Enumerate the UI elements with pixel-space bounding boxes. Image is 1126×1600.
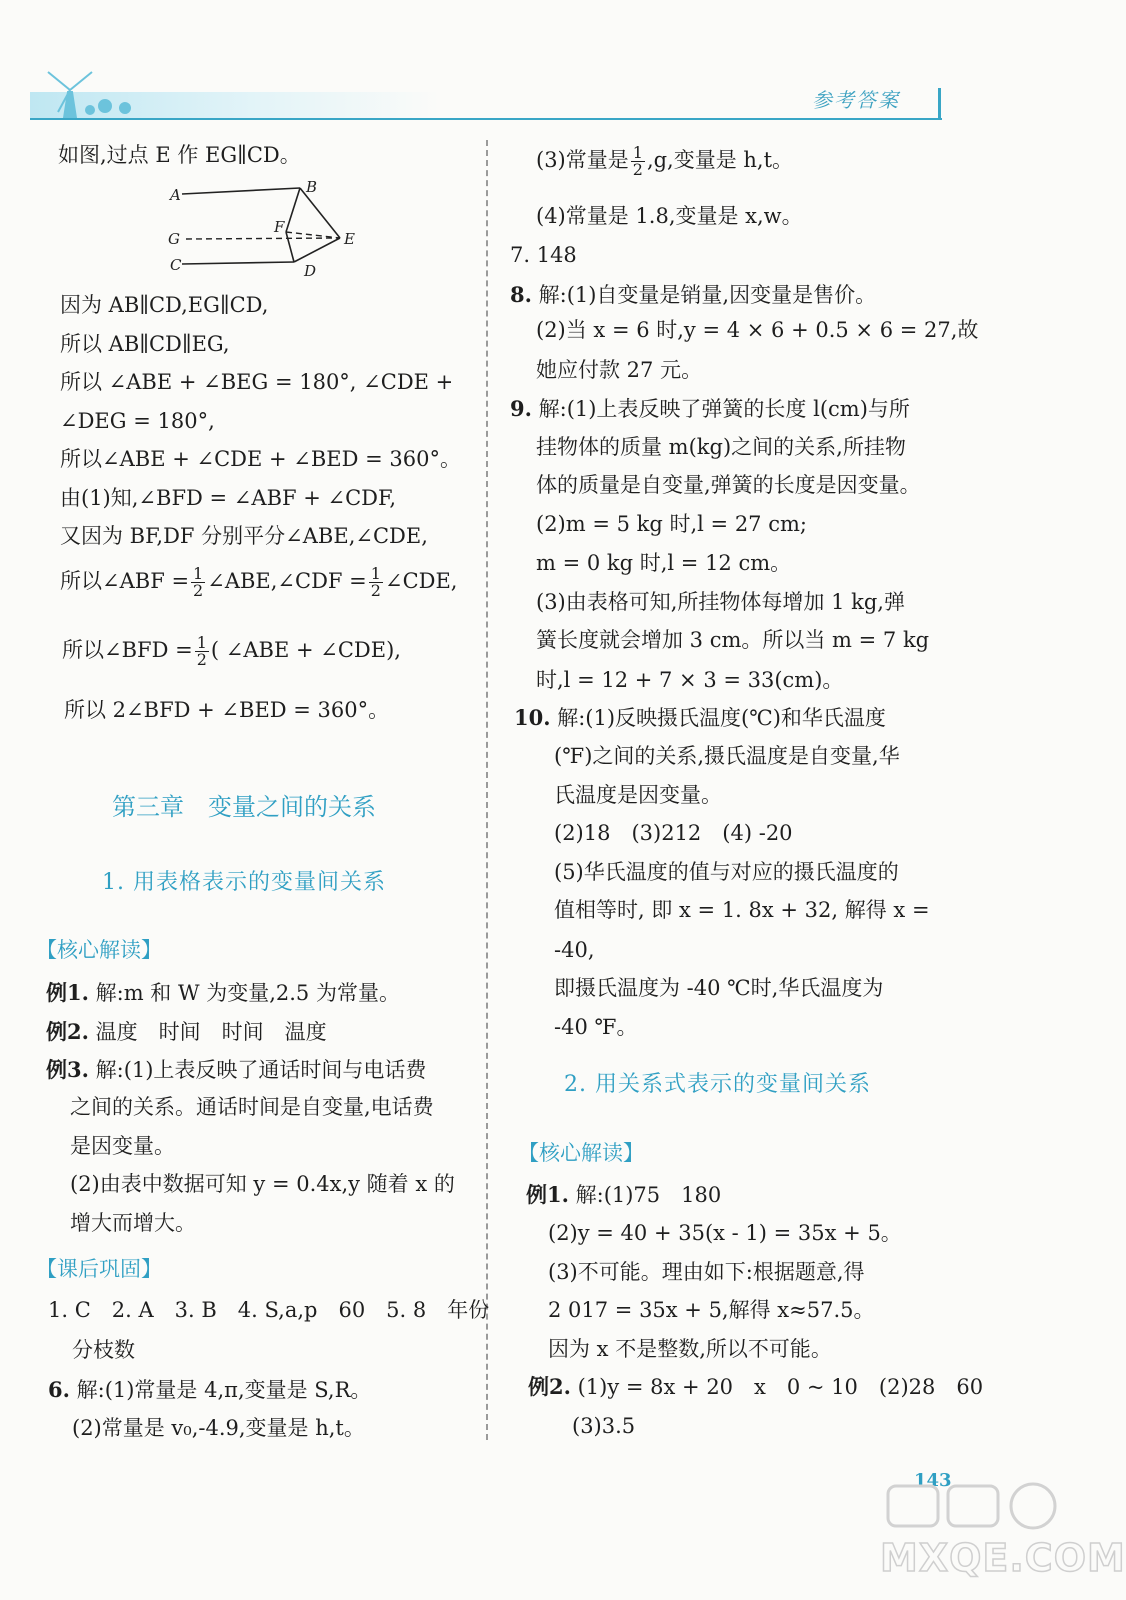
example2-1-line-3: (3)不可能。理由如下:根据题意,得 (548, 1260, 865, 1284)
left-line-2: 因为 AB∥CD,EG∥CD, (60, 293, 269, 317)
example-2: 例2. 温度 时间 时间 温度 (46, 1019, 327, 1044)
answer-10-line-4: (2)18 (3)212 (4) -20 (554, 821, 793, 845)
left-line-9-a: 所以∠ABF = (60, 569, 190, 593)
label-a: A (170, 186, 181, 204)
fraction-half: $\frac{1}{2}$ (632, 143, 643, 179)
left-line-11: 所以 2∠BFD + ∠BED = 360°。 (64, 698, 390, 722)
example2-1-line-4: 2 017 = 35x + 5,解得 x≈57.5。 (548, 1298, 875, 1322)
answer-10-line-5: (5)华氏温度的值与对应的摄氏温度的 (554, 860, 899, 884)
label-b: B (306, 178, 318, 196)
watermark-text: MXQE.COM (880, 1536, 1126, 1580)
answer-10-line-6: 值相等时, 即 x = 1. 8x + 32, 解得 x = (554, 898, 930, 922)
left-line-8: 又因为 BF,DF 分别平分∠ABE,∠CDE, (60, 524, 428, 548)
answer-9-line-3: 体的质量是自变量,弹簧的长度是因变量。 (536, 473, 921, 497)
answer-10-line-7: -40, (554, 938, 595, 962)
left-line-5: ∠DEG = 180°, (60, 409, 215, 433)
core-reading-heading-1: 【核心解读】 (36, 938, 162, 962)
left-line-6: 所以∠ABE + ∠CDE + ∠BED = 360°。 (60, 447, 461, 471)
geometry-diagram (160, 172, 370, 282)
example-3-line-4: (2)由表中数据可知 y = 0.4x,y 随着 x 的 (70, 1172, 455, 1196)
core-reading-heading-2: 【核心解读】 (518, 1141, 644, 1165)
section-title-1: 1. 用表格表示的变量间关系 (102, 870, 386, 895)
page-number: 143 (914, 1470, 952, 1491)
answer-7: 7. 148 (510, 243, 577, 267)
answer-6-line-2: (2)常量是 v₀,-4.9,变量是 h,t。 (72, 1416, 365, 1440)
label-e: E (344, 230, 355, 248)
left-line-10 (62, 635, 401, 668)
header-band (30, 92, 940, 118)
answer-8-line-2: (2)当 x = 6 时,y = 4 × 6 + 0.5 × 6 = 27,故 (536, 318, 979, 342)
answers-5-cont: 分枝数 (72, 1338, 135, 1362)
left-line-10-b: ( ∠ABE + ∠CDE), (210, 638, 401, 662)
left-line-9-b: ∠ABE,∠CDF = (207, 569, 367, 593)
column-divider (486, 140, 488, 1440)
answer-9-line-7: 簧长度就会增加 3 cm。所以当 m = 7 kg (536, 628, 930, 652)
section-title-2: 2. 用关系式表示的变量间关系 (564, 1072, 871, 1097)
header-label: 参考答案 (812, 88, 900, 112)
label-f: F (274, 218, 285, 236)
answer-9: 9. 解:(1)上表反映了弹簧的长度 l(cm)与所 (510, 396, 910, 421)
windmill-icon (30, 60, 150, 120)
answer-10-line-3: 氏温度是因变量。 (554, 783, 722, 807)
header-tick (938, 88, 941, 118)
right-line-2: (4)常量是 1.8,变量是 x,w。 (536, 204, 803, 228)
example2-2-line-2: (3)3.5 (572, 1414, 636, 1438)
answer-9-line-2: 挂物体的质量 m(kg)之间的关系,所挂物 (536, 435, 906, 459)
left-line-7: 由(1)知,∠BFD = ∠ABF + ∠CDF, (60, 486, 396, 510)
answer-8: 8. 解:(1)自变量是销量,因变量是售价。 (510, 282, 877, 307)
header-line (30, 118, 942, 120)
left-line-4: 所以 ∠ABE + ∠BEG = 180°, ∠CDE + (60, 370, 454, 394)
left-line-10-a: 所以∠BFD = (62, 638, 193, 662)
answer-8-line-3: 她应付款 27 元。 (536, 358, 703, 382)
after-class-heading: 【课后巩固】 (36, 1257, 162, 1281)
answer-9-line-5: m = 0 kg 时,l = 12 cm。 (536, 551, 792, 575)
example-1: 例1. 解:m 和 W 为变量,2.5 为常量。 (46, 980, 400, 1005)
example2-1-line-2: (2)y = 40 + 35(x - 1) = 35x + 5。 (548, 1221, 902, 1245)
fraction-half: $\frac{1}{2}$ (370, 564, 381, 600)
example-3: 例3. 解:(1)上表反映了通话时间与电话费 (46, 1057, 427, 1082)
example-3-line-5: 增大而增大。 (70, 1211, 196, 1235)
left-line-9-c: ∠CDE, (384, 569, 458, 593)
answers-1-5: 1. C 2. A 3. B 4. S,a,p 60 5. 8 年份 (48, 1298, 490, 1322)
answer-9-line-6: (3)由表格可知,所挂物体每增加 1 kg,弹 (536, 590, 905, 614)
answer-10-line-9: -40 ℉。 (554, 1015, 638, 1039)
left-line-3: 所以 AB∥CD∥EG, (60, 332, 230, 356)
answer-10-line-2: (℉)之间的关系,摄氏温度是自变量,华 (554, 744, 900, 768)
example2-1: 例1. 解:(1)75 180 (526, 1182, 722, 1207)
answer-9-line-4: (2)m = 5 kg 时,l = 27 cm; (536, 512, 807, 536)
label-g: G (168, 230, 180, 248)
example-3-line-2: 之间的关系。通话时间是自变量,电话费 (70, 1095, 434, 1119)
fraction-half: $\frac{1}{2}$ (193, 564, 204, 600)
example2-2: 例2. (1)y = 8x + 20 x 0 ~ 10 (2)28 60 (528, 1374, 984, 1399)
left-line-9 (60, 566, 457, 599)
answer-10: 10. 解:(1)反映摄氏温度(℃)和华氏温度 (514, 705, 886, 730)
left-line-1: 如图,过点 E 作 EG∥CD。 (58, 143, 301, 167)
label-c: C (170, 256, 182, 274)
answer-9-line-8: 时,l = 12 + 7 × 3 = 33(cm)。 (536, 668, 844, 692)
fraction-half: $\frac{1}{2}$ (196, 633, 207, 669)
chapter-title: 第三章 变量之间的关系 (112, 793, 376, 821)
label-d: D (304, 262, 317, 280)
example2-1-line-5: 因为 x 不是整数,所以不可能。 (548, 1337, 832, 1361)
answer-6: 6. 解:(1)常量是 4,π,变量是 S,R。 (48, 1377, 372, 1402)
example-3-line-3: 是因变量。 (70, 1134, 175, 1158)
answer-10-line-8: 即摄氏温度为 -40 ℃时,华氏温度为 (554, 976, 884, 1000)
right-line-1: (3)常量是 $\frac{1}{2}$ ,g,变量是 h,t。 (536, 143, 794, 179)
